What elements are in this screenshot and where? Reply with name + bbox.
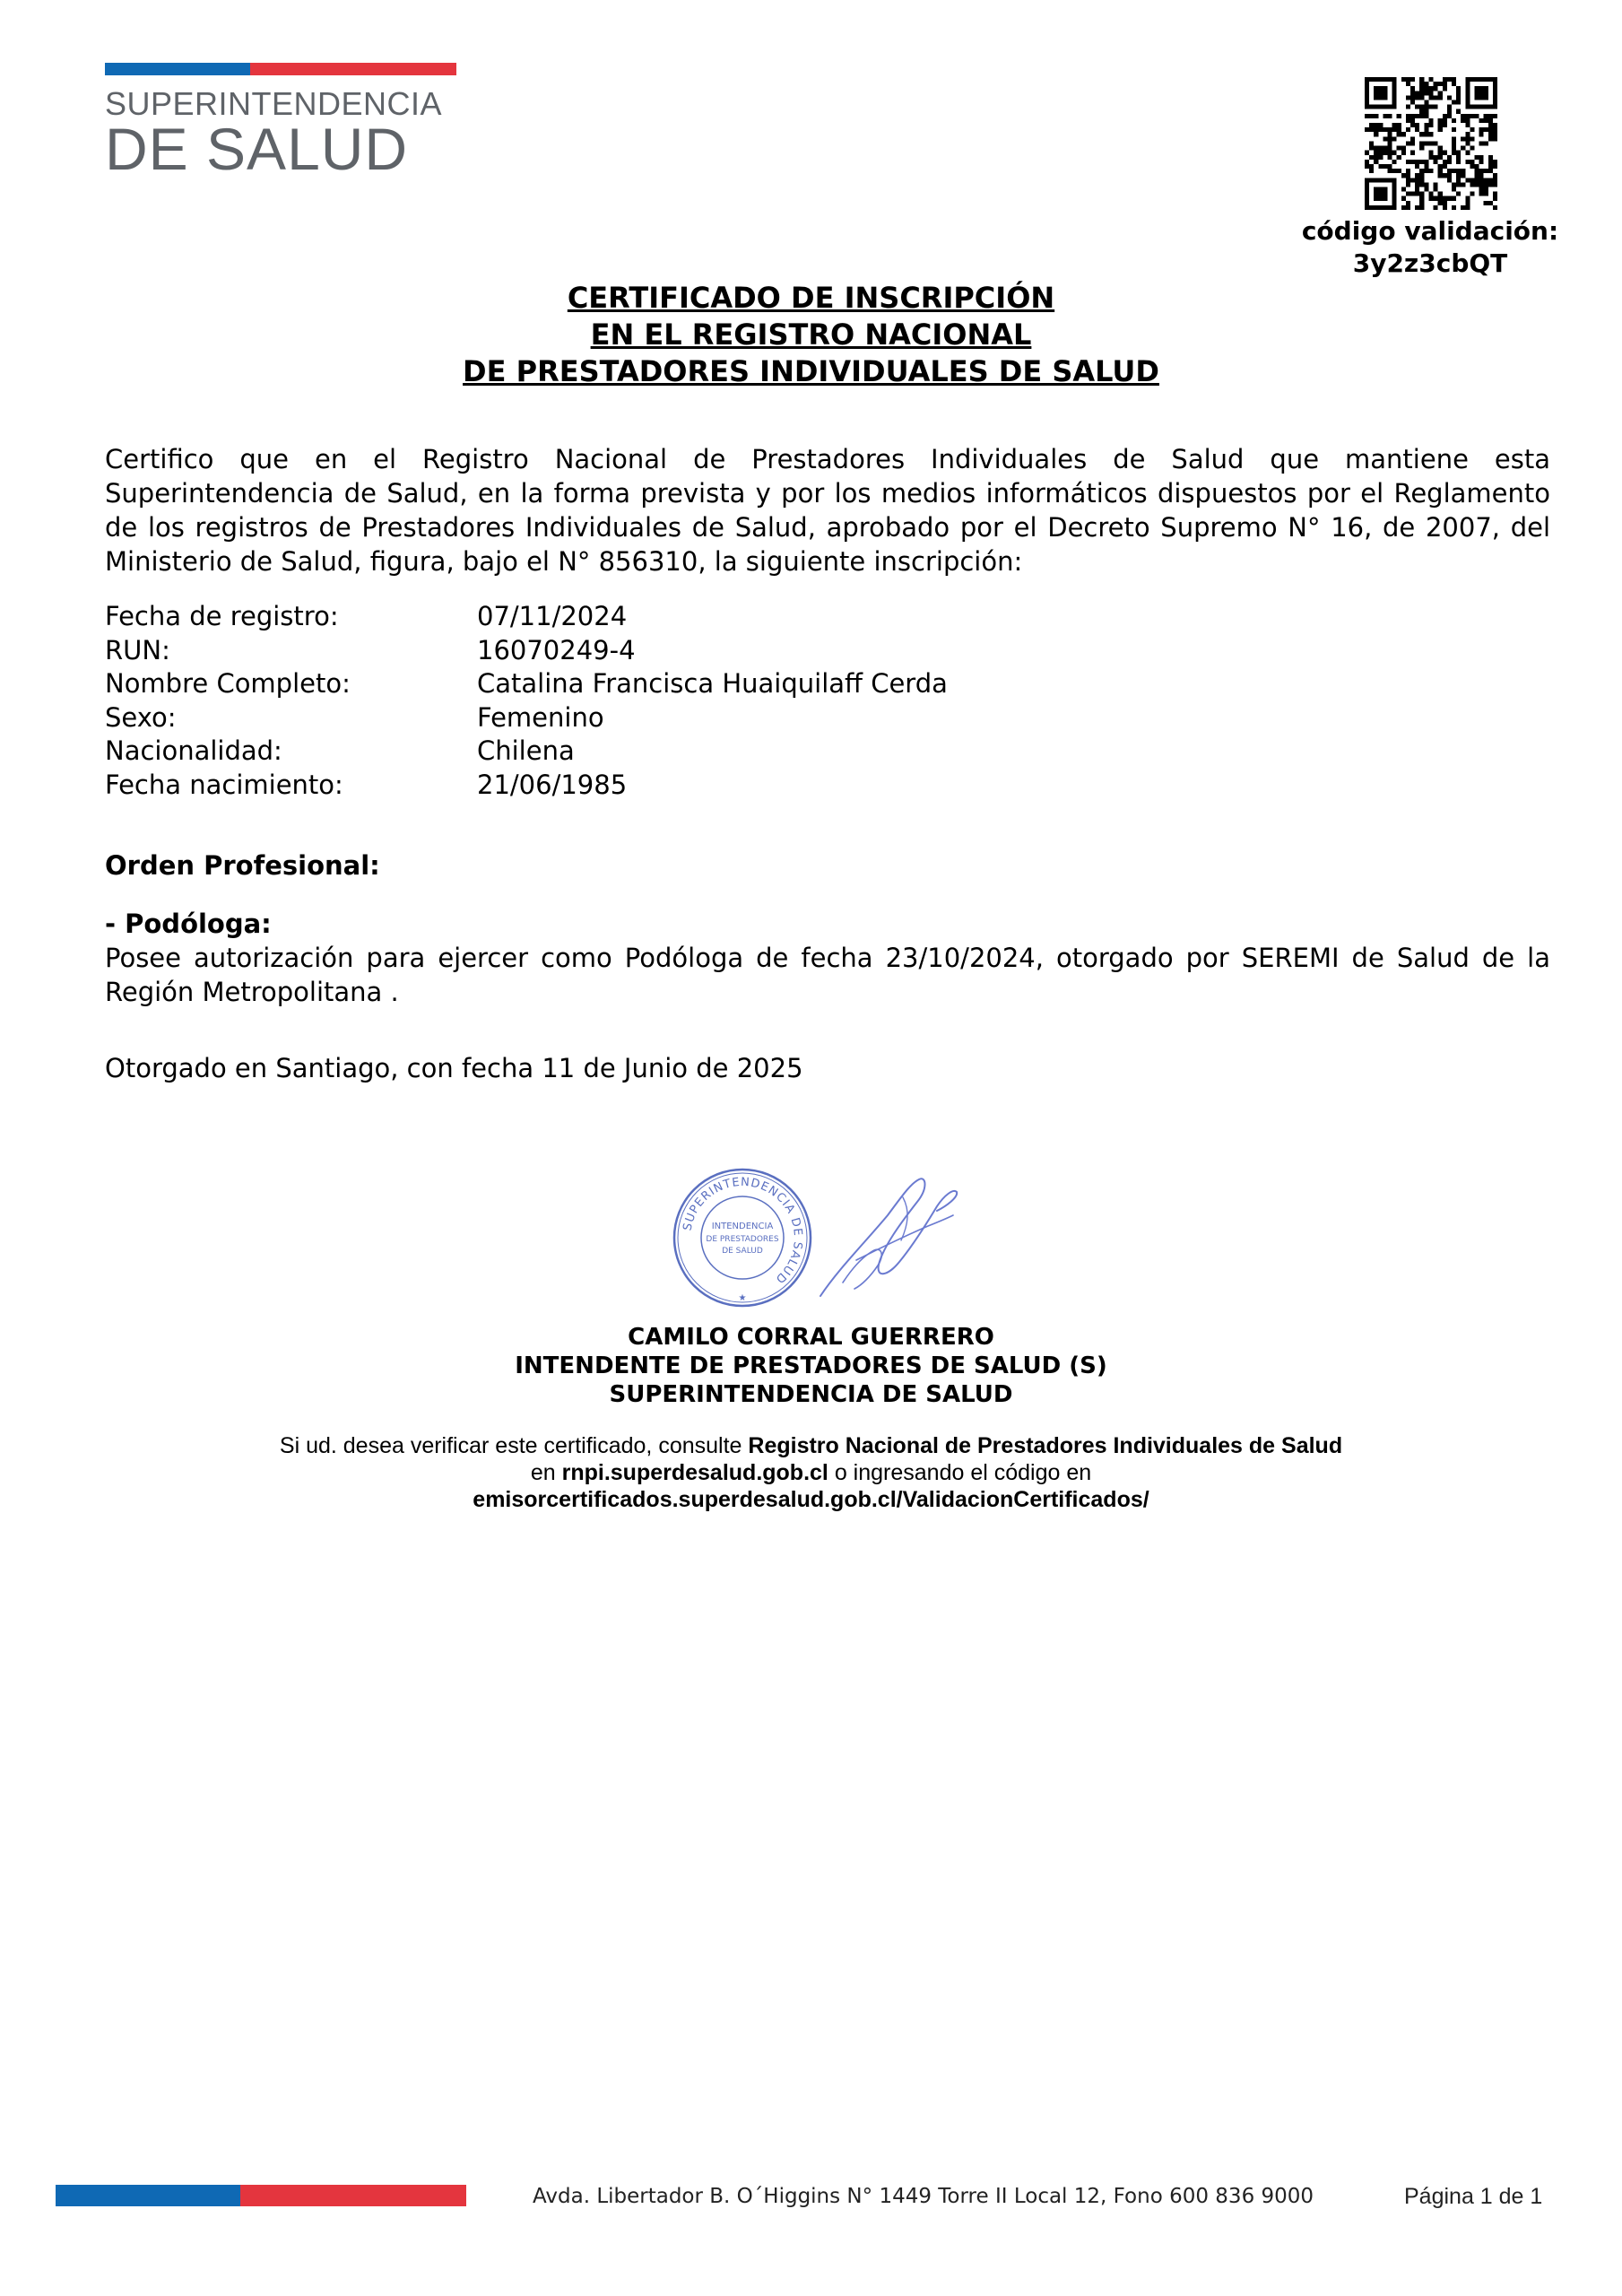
field-value: 07/11/2024 bbox=[477, 601, 628, 631]
handwritten-signature bbox=[802, 1161, 964, 1318]
intro-paragraph: Certifico que en el Registro Nacional de Prestadores Individuales de Salud que mantiene esta Superintendencia de Salud, en la forma prevista y por los medios informáticos dispuestos por el Reglamento de los registros de Prestadores Individuales de Salud, aprobado por el Decreto Supremo N° 16, de 2007, del Ministerio de Salud, figura, bajo el N° 856310, la siguiente inscripción: bbox=[105, 444, 1550, 577]
qr-code-icon bbox=[1365, 77, 1497, 210]
title-line3: DE PRESTADORES INDIVIDUALES DE SALUD bbox=[463, 354, 1159, 388]
profession-title: - Podóloga: bbox=[105, 909, 272, 939]
field-value: Chilena bbox=[477, 735, 575, 766]
signer-role: INTENDENTE DE PRESTADORES DE SALUD (S) bbox=[515, 1352, 1107, 1379]
footer-color-bar bbox=[56, 2185, 466, 2206]
field-label: Sexo: bbox=[105, 701, 177, 733]
validation-code: 3y2z3cbQT bbox=[1352, 248, 1508, 278]
page-number: Página 1 de 1 bbox=[1404, 2184, 1543, 2209]
field-label: Fecha nacimiento: bbox=[105, 769, 343, 800]
field-row bbox=[105, 735, 948, 769]
field-label: RUN: bbox=[105, 634, 170, 665]
field-value: Catalina Francisca Huaiquilaff Cerda bbox=[477, 668, 948, 699]
verification-note: Si ud. desea verificar este certificado, consulte Registro Nacional de Prestadores Individuales de Salud en rnpi.superdesalud.gob.cl o ingresando el código en emisorcertificados.superdesalud.gob.cl/ValidacionCertificados/ bbox=[279, 1433, 1343, 1512]
validation-label: código validación: bbox=[1301, 216, 1559, 246]
official-seal-icon bbox=[671, 1166, 814, 1309]
superintendencia-logo bbox=[105, 63, 456, 182]
footer-address: Avda. Libertador B. O´Higgins N° 1449 Torre II Local 12, Fono 600 836 9000 bbox=[533, 2185, 1314, 2208]
field-label: Fecha de registro: bbox=[105, 601, 339, 631]
registry-name: Registro Nacional de Prestadores Individuales de Salud bbox=[748, 1433, 1343, 1458]
field-value: Femenino bbox=[477, 701, 604, 733]
profession-description: Posee autorización para ejercer como Podóloga de fecha 23/10/2024, otorgado por SEREMI de Salud de la Región Metropolitana . bbox=[105, 943, 1550, 1007]
field-value: 16070249-4 bbox=[477, 634, 636, 665]
field-row bbox=[105, 769, 948, 803]
seal-inner-line3: DE SALUD bbox=[722, 1247, 763, 1256]
validation-url-link[interactable]: emisorcertificados.superdesalud.gob.cl/ValidacionCertificados/ bbox=[473, 1487, 1149, 1512]
signer-org: SUPERINTENDENCIA DE SALUD bbox=[609, 1381, 1013, 1408]
field-value: 21/06/1985 bbox=[477, 769, 628, 800]
title-line2: EN EL REGISTRO NACIONAL bbox=[590, 317, 1032, 352]
title-line1: CERTIFICADO DE INSCRIPCIÓN bbox=[567, 281, 1055, 315]
seal-inner-line1: INTENDENCIA bbox=[711, 1222, 774, 1231]
field-row bbox=[105, 701, 948, 735]
registration-fields bbox=[105, 600, 948, 802]
field-row bbox=[105, 667, 948, 701]
certificate-title bbox=[0, 280, 1622, 390]
seal-inner-line2: DE PRESTADORES bbox=[706, 1235, 779, 1244]
field-label: Nacionalidad: bbox=[105, 735, 282, 766]
orden-profesional-heading: Orden Profesional: bbox=[105, 850, 380, 881]
field-row bbox=[105, 600, 948, 634]
field-row bbox=[105, 634, 948, 668]
validation-block bbox=[1273, 215, 1587, 280]
rnpi-link[interactable]: rnpi.superdesalud.gob.cl bbox=[561, 1460, 828, 1485]
logo-color-bar bbox=[105, 63, 456, 75]
seal-ring-text: SUPERINTENDENCIA DE SALUD bbox=[681, 1175, 805, 1286]
signer-block bbox=[0, 1323, 1622, 1409]
logo-line1: SUPERINTENDENCIA bbox=[105, 85, 443, 122]
field-label: Nombre Completo: bbox=[105, 668, 351, 699]
svg-text:★: ★ bbox=[738, 1293, 747, 1303]
issued-statement: Otorgado en Santiago, con fecha 11 de Junio de 2025 bbox=[105, 1053, 803, 1083]
signer-name: CAMILO CORRAL GUERRERO bbox=[628, 1324, 994, 1351]
logo-line2: DE SALUD bbox=[105, 116, 409, 182]
